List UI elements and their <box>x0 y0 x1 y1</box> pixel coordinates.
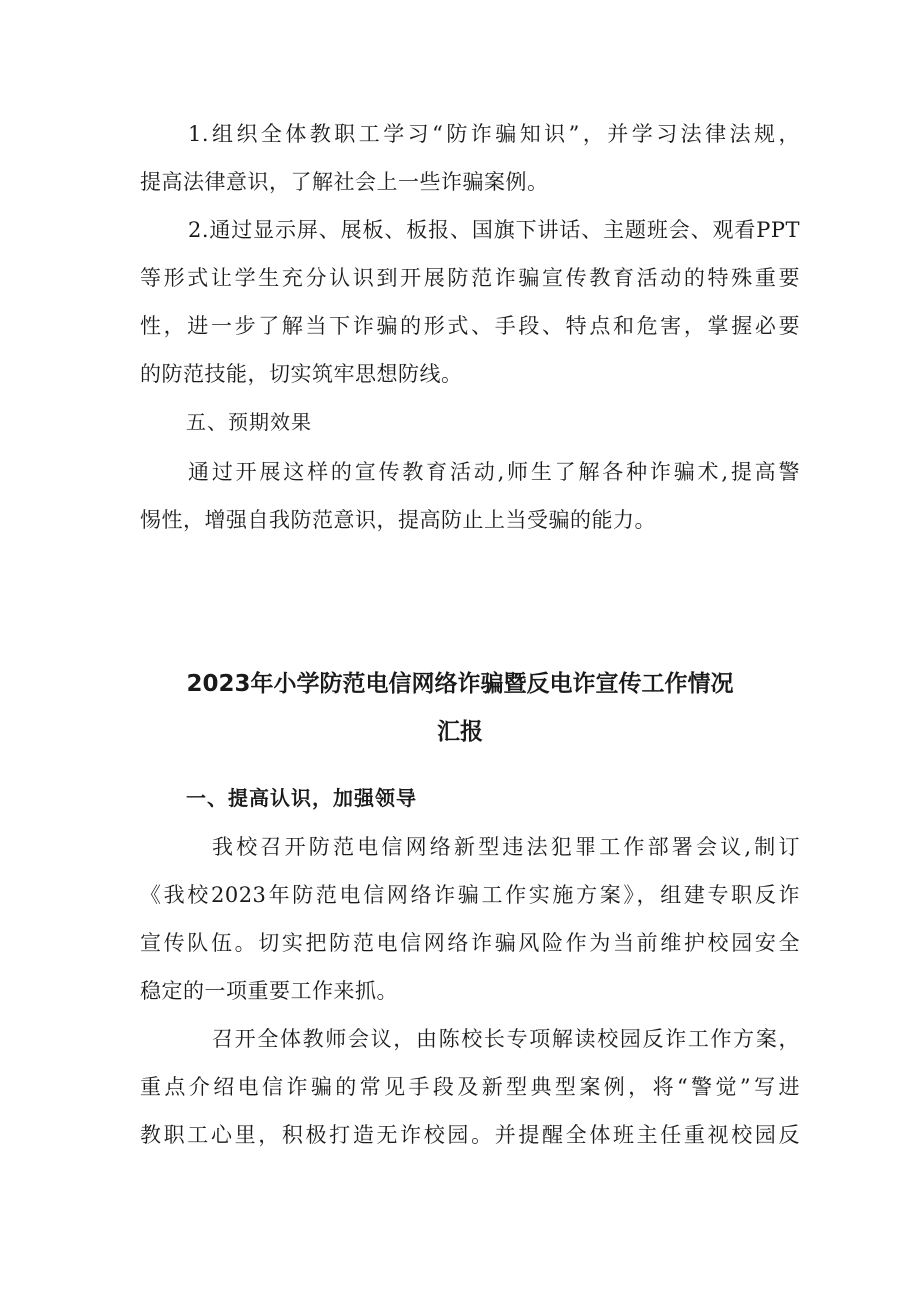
item1-line1: 1.组织全体教职工学习“防诈骗知识”，并学习法律法规， <box>188 122 800 146</box>
item2-line1: 2.通过显示屏、展板、板报、国旗下讲话、主题班会、观看PPT <box>188 218 800 242</box>
item2-line3: 性，进一步了解当下诈骗的形式、手段、特点和危害，掌握必要 <box>140 314 800 338</box>
section5-heading: 五、预期效果 <box>186 410 312 434</box>
section5-para-line1: 通过开展这样的宣传教育活动,师生了解各种诈骗术,提高警 <box>188 460 800 484</box>
report-title-line1: 2023年小学防范电信网络诈骗暨反电诈宣传工作情况 <box>186 671 734 697</box>
item2-line4: 的防范技能，切实筑牢思想防线。 <box>140 362 463 386</box>
report-heading1: 一、提高认识，加强领导 <box>186 786 417 810</box>
report-para1-line2: 《我校2023年防范电信网络诈骗工作实施方案》，组建专职反诈 <box>140 883 800 907</box>
report-para1-line4: 稳定的一项重要工作来抓。 <box>140 979 398 1003</box>
section5-para-line2: 惕性，增强自我防范意识，提高防止上当受骗的能力。 <box>140 508 656 532</box>
report-para1-line1: 我校召开防范电信网络新型违法犯罪工作部署会议,制订 <box>212 835 800 859</box>
report-para2-line3: 教职工心里，积极打造无诈校园。并提醒全体班主任重视校园反 <box>140 1123 800 1147</box>
report-para2-line1: 召开全体教师会议，由陈校长专项解读校园反诈工作方案， <box>212 1027 800 1051</box>
item2-line2: 等形式让学生充分认识到开展防范诈骗宣传教育活动的特殊重要 <box>140 266 800 290</box>
report-para2-line2: 重点介绍电信诈骗的常见手段及新型典型案例，将“警觉”写进 <box>140 1075 800 1099</box>
item1-line2: 提高法律意识，了解社会上一些诈骗案例。 <box>140 170 549 194</box>
report-title-line2: 汇报 <box>437 719 483 745</box>
report-para1-line3: 宣传队伍。切实把防范电信网络诈骗风险作为当前维护校园安全 <box>140 931 800 955</box>
